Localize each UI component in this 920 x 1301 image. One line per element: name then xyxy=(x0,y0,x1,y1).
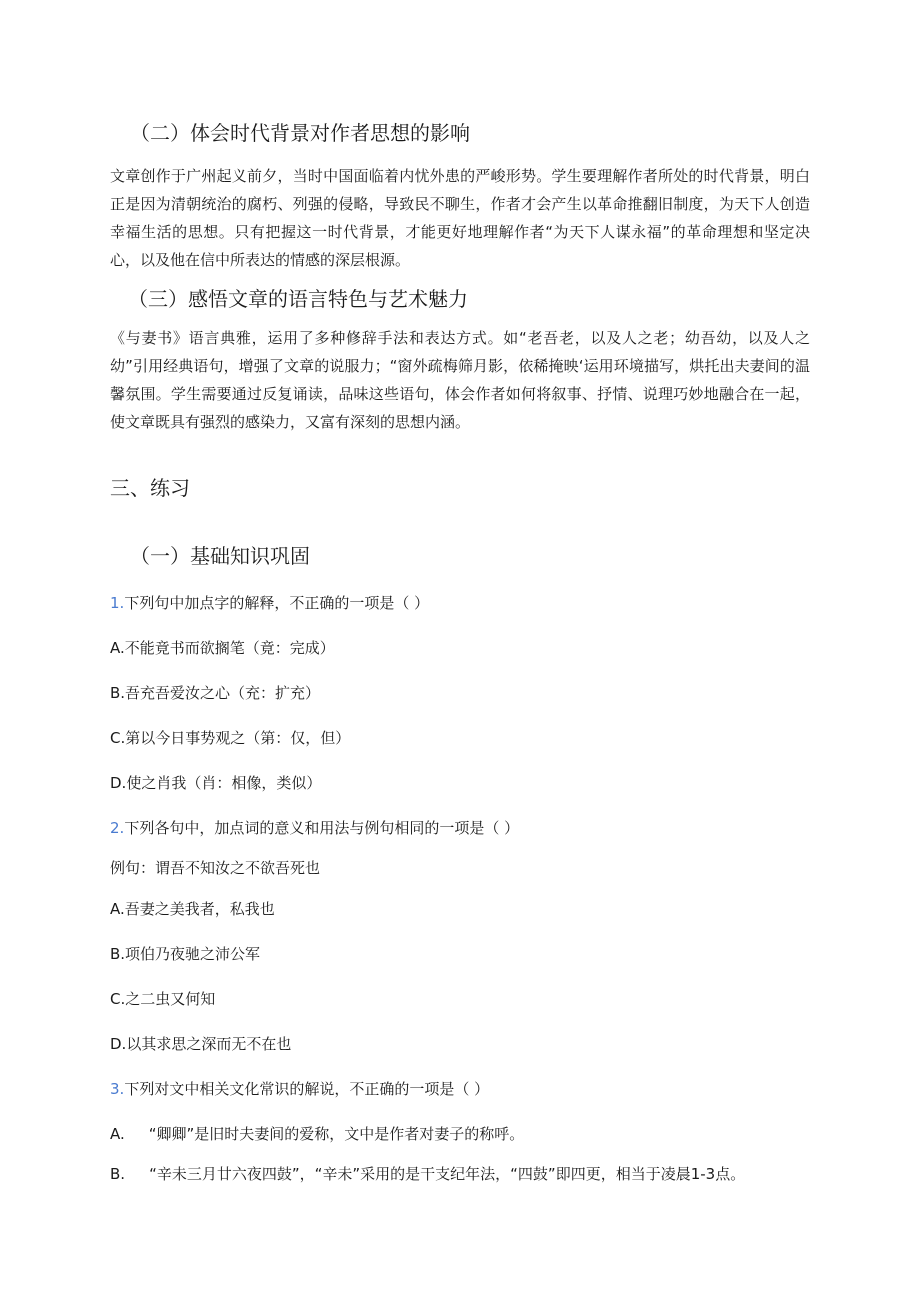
question-number: 3. xyxy=(110,1080,125,1098)
question-1-option-d: D.使之肖我（肖：相像，类似） xyxy=(110,774,322,792)
section-heading-practice: 三、练习 xyxy=(110,476,190,500)
question-2-option-c: C.之二虫又何知 xyxy=(110,990,216,1008)
option-label: B. xyxy=(110,1165,126,1183)
question-2-option-b: B.项伯乃夜驰之沛公军 xyxy=(110,945,261,963)
question-1-option-a: A.不能竟书而欲搁笔（竟：完成） xyxy=(110,639,335,657)
section-heading-era-background: （二）体会时代背景对作者思想的影响 xyxy=(130,121,470,145)
paragraph-era-background: 文章创作于广州起义前夕，当时中国面临着内忧外患的严峻形势。学生要理解作者所处的时代背景，明白正是因为清朝统治的腐朽、列强的侵略，导致民不聊生，作者才会产生以革命推翻旧制度，为天下人创造幸福生活的思想。只有把握这一时代背景，才能更好地理解作者“为天下人谋永福”的革命理想和坚定决心，以及他在信中所表达的情感的深层根源。 xyxy=(110,167,810,269)
option-label: A. xyxy=(110,1125,125,1143)
question-text: 下列对文中相关文化常识的解说，不正确的一项是（ ） xyxy=(124,1080,490,1098)
question-text: 下列各句中，加点词的意义和用法与例句相同的一项是（ ） xyxy=(124,819,520,837)
subsection-heading-basic-knowledge: （一）基础知识巩固 xyxy=(130,544,310,568)
question-3-stem xyxy=(110,1078,489,1100)
question-3-option-a xyxy=(110,1123,524,1145)
option-text: “卿卿”是旧时夫妻间的爱称，文中是作者对妻子的称呼。 xyxy=(148,1125,525,1143)
question-text: 下列句中加点字的解释，不正确的一项是（ ） xyxy=(124,594,430,612)
option-text: “辛未三月廿六夜四鼓”，“辛未”采用的是干支纪年法，“四鼓”即四更，相当于凌晨1-3点。 xyxy=(149,1165,746,1183)
paragraph-language-features: 《与妻书》语言典雅，运用了多种修辞手法和表达方式。如“老吾老，以及人之老；幼吾幼，以及人之幼”引用经典语句，增强了文章的说服力；“窗外疏梅筛月影，依稀掩映‘运用环境描写，烘托出夫妻间的温馨氛围。学生需要通过反复诵读，品味这些语句，体会作者如何将叙事、抒情、说理巧妙地融合在一起，使文章既具有强烈的感染力，又富有深刻的思想内涵。 xyxy=(110,329,810,431)
question-2-option-a: A.吾妻之美我者，私我也 xyxy=(110,900,275,918)
section-heading-language-features: （三）感悟文章的语言特色与艺术魅力 xyxy=(128,287,468,311)
question-1-option-c: C.第以今日事势观之（第：仅，但） xyxy=(110,729,351,747)
question-1-stem xyxy=(110,592,429,614)
question-number: 2. xyxy=(110,819,125,837)
question-number: 1. xyxy=(110,594,125,612)
question-1-option-b: B.吾充吾爱汝之心（充：扩充） xyxy=(110,684,321,702)
question-2-example: 例句：谓吾不知汝之不欲吾死也 xyxy=(110,859,321,877)
question-2-option-d: D.以其求思之深而无不在也 xyxy=(110,1035,292,1053)
question-2-stem xyxy=(110,817,519,839)
question-3-option-b xyxy=(110,1163,745,1185)
